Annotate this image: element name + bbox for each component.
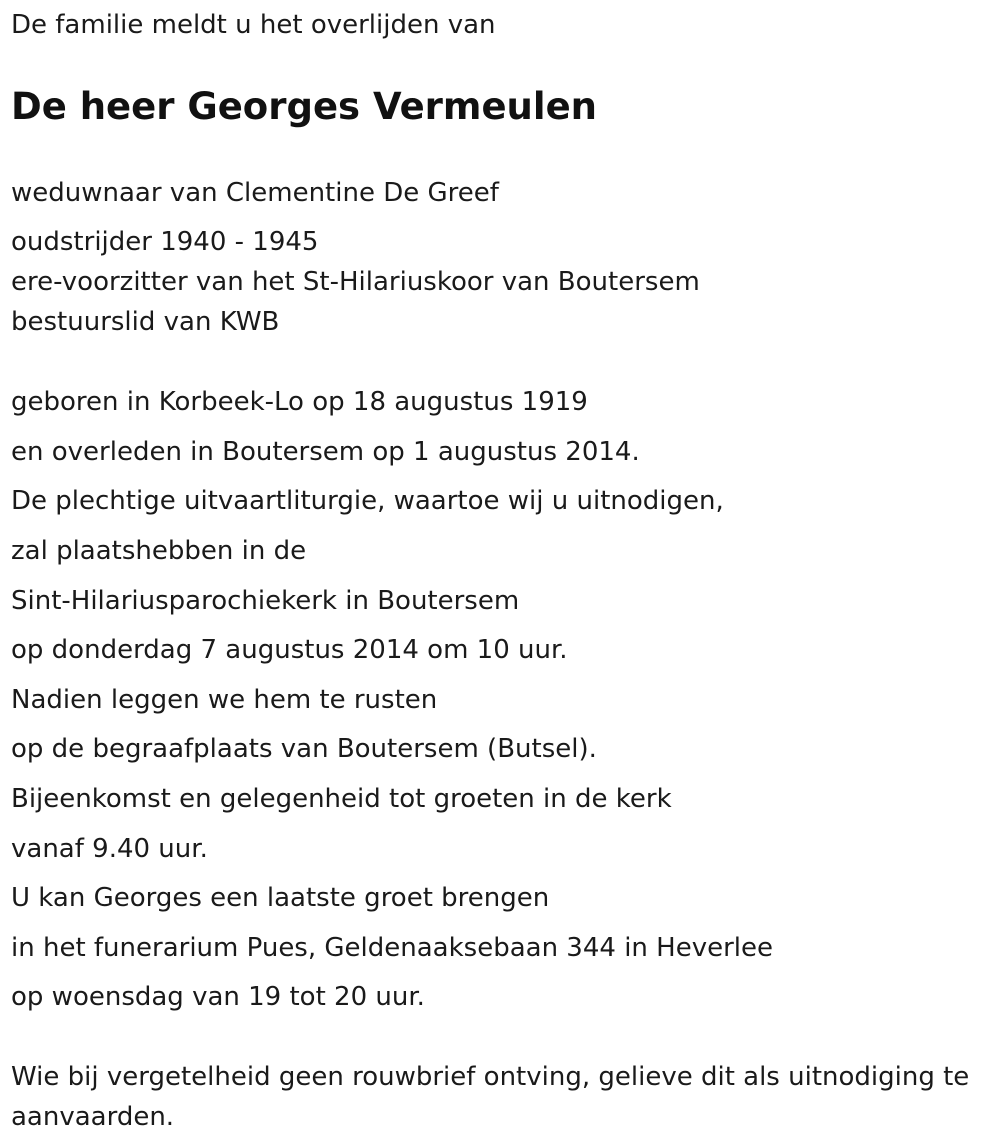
intro-text: De familie meldt u het overlijden van bbox=[11, 10, 496, 40]
closing-line-1: Wie bij vergetelheid geen rouwbrief ontving, gelieve dit als uitnodiging te bbox=[11, 1062, 970, 1092]
detail-line-liturgy: De plechtige uitvaartliturgie, waartoe wij u uitnodigen, bbox=[11, 486, 724, 516]
title-line-kwb: bestuurslid van KWB bbox=[11, 307, 280, 337]
detail-line-gathering: Bijeenkomst en gelegenheid tot groeten in de kerk bbox=[11, 784, 672, 814]
detail-line-died: en overleden in Boutersem op 1 augustus 2014. bbox=[11, 437, 640, 467]
detail-line-funeral-home: in het funerarium Pues, Geldenaaksebaan 344 in Heverlee bbox=[11, 933, 773, 963]
detail-line-gathering-time: vanaf 9.40 uur. bbox=[11, 834, 208, 864]
detail-line-location-intro: zal plaatshebben in de bbox=[11, 536, 307, 566]
detail-line-burial: Nadien leggen we hem te rusten bbox=[11, 685, 438, 715]
detail-line-church: Sint-Hilariusparochiekerk in Boutersem bbox=[11, 586, 520, 616]
deceased-name: De heer Georges Vermeulen bbox=[11, 85, 598, 128]
detail-line-cemetery: op de begraafplaats van Boutersem (Butsel). bbox=[11, 734, 597, 764]
title-line-choir: ere-voorzitter van het St-Hilariuskoor van Boutersem bbox=[11, 267, 700, 297]
detail-line-farewell: U kan Georges een laatste groet brengen bbox=[11, 883, 550, 913]
title-line-widower: weduwnaar van Clementine De Greef bbox=[11, 178, 499, 208]
detail-line-born: geboren in Korbeek-Lo op 18 augustus 1919 bbox=[11, 387, 588, 417]
detail-line-date: op donderdag 7 augustus 2014 om 10 uur. bbox=[11, 635, 568, 665]
closing-line-2: aanvaarden. bbox=[11, 1102, 175, 1132]
detail-line-visiting-hours: op woensdag van 19 tot 20 uur. bbox=[11, 982, 425, 1012]
title-line-veteran: oudstrijder 1940 - 1945 bbox=[11, 227, 319, 257]
